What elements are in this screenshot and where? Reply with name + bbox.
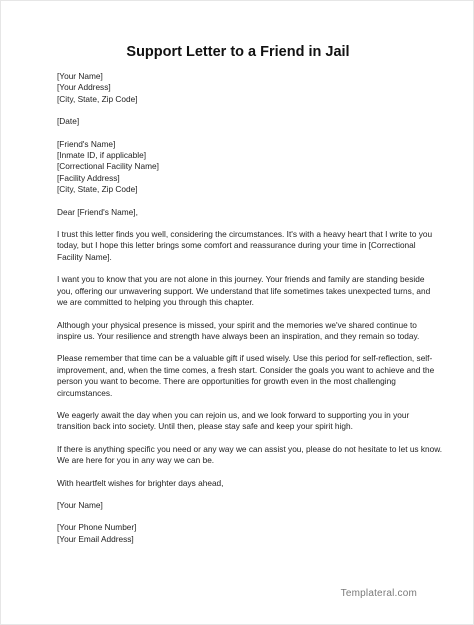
recipient-name: [Friend's Name] (57, 138, 116, 149)
body-paragraph-4 (57, 353, 435, 399)
letter-date: [Date] (57, 116, 80, 127)
paragraph-line: Although your physical presence is missed, your spirit and the memories we've shared continue to (57, 319, 417, 330)
sender-address: [Your Address] (57, 82, 111, 93)
sender-block (57, 71, 427, 105)
salutation: Dear [Friend's Name], (57, 206, 138, 217)
recipient-city-state-zip: [City, State, Zip Code] (57, 184, 138, 195)
paragraph-line: Please remember that time can be a valuable gift if used wisely. Use this period for self-reflection, self- (57, 353, 433, 364)
salutation-block (57, 207, 427, 218)
paragraph-line: We eagerly await the day when you can rejoin us, and we look forward to supporting you in your (57, 409, 410, 420)
paragraph-line: inspire us. Your resilience and strength have always been an inspiration, and they remain so today. (57, 330, 420, 341)
paragraph-line: we are committed to helping you through this chapter. (57, 297, 254, 308)
paragraph-line: I want you to know that you are not alone in this journey. Your friends and family are standing beside (57, 274, 425, 285)
recipient-inmate-id: [Inmate ID, if applicable] (57, 150, 147, 161)
body-paragraph-1 (57, 229, 433, 263)
contact-block (57, 522, 427, 545)
document-title: Support Letter to a Friend in Jail (126, 44, 350, 60)
signature-block (57, 500, 427, 511)
paragraph-line: If there is anything specific you need or any way we can assist you, please do not hesitate to let us know. (57, 443, 443, 454)
body-paragraph-6 (57, 443, 443, 467)
paragraph-line: Facility Name]. (57, 251, 112, 262)
body-paragraph-3 (57, 320, 427, 343)
paragraph-line: circumstances. (57, 387, 113, 398)
closing-block (57, 478, 427, 489)
body-paragraph-5 (57, 410, 427, 433)
paragraph-line: I trust this letter finds you well, considering the circumstances. It's with a heavy heart that I write to you (57, 229, 433, 240)
signature-name: [Your Name] (57, 499, 103, 510)
contact-email: [Your Email Address] (57, 533, 134, 544)
date-block (57, 116, 427, 127)
recipient-facility-address: [Facility Address] (57, 172, 120, 183)
sender-name: [Your Name] (57, 71, 103, 81)
paragraph-line: person you want to become. There are opportunities for growth even in the most challenging (57, 376, 396, 387)
paragraph-line: you, offering our unwavering support. We understand that life sometimes takes unexpected turns, and (57, 285, 431, 296)
closing: With heartfelt wishes for brighter days ahead, (57, 477, 224, 488)
contact-phone: [Your Phone Number] (57, 522, 137, 533)
body-paragraph-2 (57, 274, 431, 308)
paragraph-line: improvement, and, when the time comes, a fresh start. Consider the goals you want to achieve and the (57, 364, 435, 375)
paragraph-line: today, but I hope this letter brings some comfort and reassurance during your time in [Correctional (57, 240, 416, 251)
paragraph-line: transition back into society. Until then, please stay safe and keep your spirit high. (57, 421, 353, 432)
recipient-block (57, 139, 427, 196)
sender-city-state-zip: [City, State, Zip Code] (57, 93, 138, 104)
footer-brand: Templateral.com (340, 588, 417, 599)
recipient-facility-name: [Correctional Facility Name] (57, 161, 159, 172)
letter-body (57, 71, 443, 556)
paragraph-line: We are here for you in any way we can be. (57, 455, 215, 466)
